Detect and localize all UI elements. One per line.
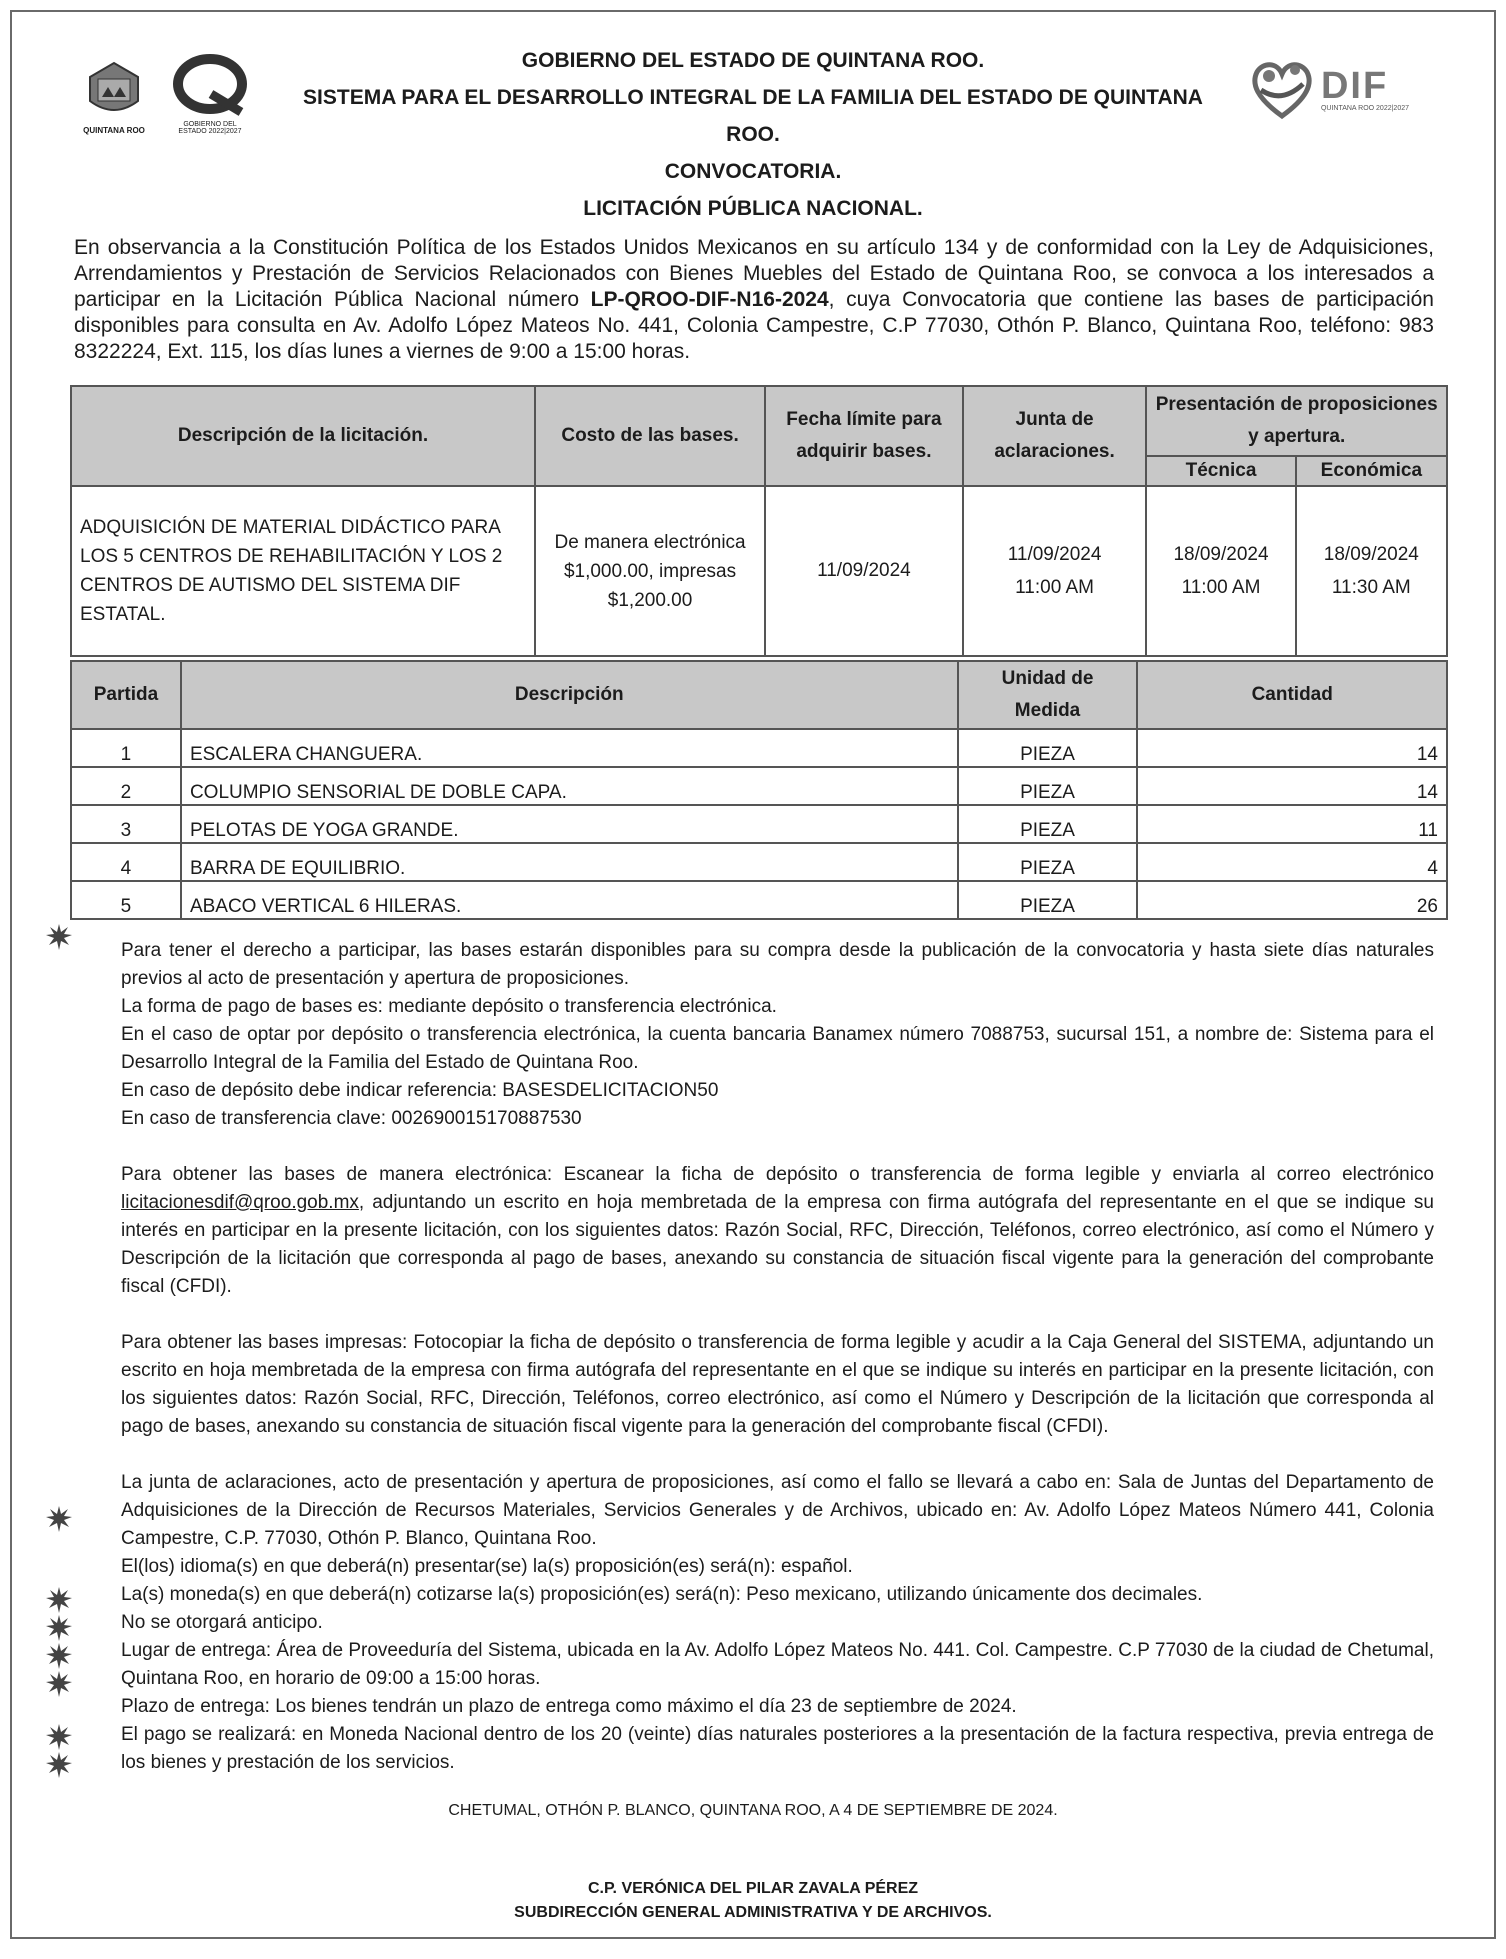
starburst-bullet-icon [46,924,72,950]
header-junta: Junta de aclaraciones. [963,386,1147,486]
signer-name: C.P. VERÓNICA DEL PILAR ZAVALA PÉREZ [587,1880,919,1897]
electronic-bases-paragraph [121,1161,1434,1301]
row-partida: 3 [71,805,181,843]
intro-paragraph [74,235,1434,365]
title-line-1: GOBIERNO DEL ESTADO DE QUINTANA ROO. [521,49,985,72]
tecnica-fecha: 18/09/2024 [1173,544,1269,565]
starburst-bullet-icon [46,1643,72,1669]
header-item-descripcion: Descripción [181,661,958,729]
state-seal-logo [82,57,146,135]
row-descripcion: BARRA DE EQUILIBRIO. [181,843,958,881]
table-row [71,805,1447,843]
row-partida: 5 [71,881,181,919]
row-descripcion: ESCALERA CHANGUERA. [181,729,958,767]
intro-text-2: , cuya Convocatoria que contiene las bases de participación disponibles para consulta en Av. Adolfo López Mateos No. 441, Colonia Campestre, C.P 77030, Othón P. Blanco, Quintana Roo, teléfono: 983 8322224, Ext. 115, los días lunes a viernes de 9:00 a 15:00 horas. [74,288,1434,363]
electronic-bases-text-1: Para obtener las bases de manera electrónica: Escanear la ficha de depósito o transferencia de forma legible y enviarla al correo electrónico [121,1164,1434,1185]
starburst-bullet-icon [46,1724,72,1750]
cell-economica [1296,486,1447,656]
tender-summary-table [70,385,1448,657]
condition-paragraph: La junta de aclaraciones, acto de presentación y apertura de proposiciones, así como el fallo se llevará a cabo en: Sala de Juntas del Departamento de Adquisiciones de la Dirección de Recursos Materiales, Servicios Generales y de Archivos, ubicado en: Av. Adolfo López Mateos Número 441, Colonia Campestre, C.P. 77030, Othón P. Blanco, Quintana Roo. [121,1472,1434,1549]
conditions-section-1 [121,937,1434,1777]
dif-logo [1247,54,1409,124]
email-link[interactable]: licitacionesdif@qroo.gob.mx [121,1192,359,1213]
economica-hora: 11:30 AM [1331,577,1411,598]
row-unidad: PIEZA [958,881,1138,919]
cell-fecha: 11/09/2024 [765,486,963,656]
header-partida: Partida [71,661,181,729]
table-row [71,729,1447,767]
header-logos-left [82,54,250,135]
condition-paragraph: El pago se realizará: en Moneda Nacional dentro de los 20 (veinte) días naturales posteriores a la presentación de la factura respectiva, previa entrega de los bienes y prestación de los servicios. [121,1724,1434,1773]
printed-bases-paragraph: Para obtener las bases impresas: Fotocopiar la ficha de depósito o transferencia de forma legible y acudir a la Caja General del SISTEMA, adjuntando un escrito en hoja membretada de la empresa con firma autógrafa del representante en el que se indique su interés en participar en la presente licitación, con los siguientes datos: Razón Social, RFC, Dirección, Teléfonos, correo electrónico, así como el Número y Descripción de la licitación que corresponda al pago de bases, anexando su constancia de situación fiscal vigente para la generación del comprobante fiscal (CFDI). [121,1332,1434,1437]
row-unidad: PIEZA [958,805,1138,843]
row-descripcion: ABACO VERTICAL 6 HILERAS. [181,881,958,919]
economica-fecha: 18/09/2024 [1323,544,1419,565]
cell-costo: De manera electrónica $1,000.00, impresas $1,200.00 [535,486,765,656]
row-cantidad: 11 [1137,805,1447,843]
starburst-bullet-icon [46,1615,72,1641]
header-economica: Económica [1296,456,1447,486]
condition-paragraph: No se otorgará anticipo. [121,1612,323,1633]
title-line-2: SISTEMA PARA EL DESARROLLO INTEGRAL DE LA FAMILIA DEL ESTADO DE QUINTANA [303,86,1203,109]
document-page [10,10,1496,1939]
junta-hora: 11:00 AM [1015,577,1094,598]
table-row [71,881,1447,919]
header-cantidad: Cantidad [1137,661,1447,729]
row-cantidad: 14 [1137,729,1447,767]
header-presentacion: Presentación de proposiciones y apertura. [1146,386,1447,456]
row-descripcion: COLUMPIO SENSORIAL DE DOBLE CAPA. [181,767,958,805]
condition-paragraph: La forma de pago de bases es: mediante depósito o transferencia electrónica. [121,996,777,1017]
header-fecha: Fecha límite para adquirir bases. [765,386,963,486]
condition-paragraph: Para tener el derecho a participar, las bases estarán disponibles para su compra desde la publicación de la convocatoria y hasta siete días naturales previos al acto de presentación y apertura de proposiciones. [121,940,1434,989]
document-title [272,42,1234,227]
starburst-bullet-icon [46,1506,72,1532]
row-partida: 1 [71,729,181,767]
cell-tecnica [1146,486,1295,656]
title-line-5: LICITACIÓN PÚBLICA NACIONAL. [583,197,923,220]
cell-descripcion: ADQUISICIÓN DE MATERIAL DIDÁCTICO PARA LOS 5 CENTROS DE REHABILITACIÓN Y LOS 2 CENTROS DE AUTISMO DEL SISTEMA DIF ESTATAL. [71,486,535,656]
place-date: CHETUMAL, OTHÓN P. BLANCO, QUINTANA ROO, A 4 DE SEPTIEMBRE DE 2024. [448,1802,1058,1819]
starburst-bullet-icon [46,1752,72,1778]
government-q-label: GOBIERNO DEL ESTADO 2022|2027 [178,121,242,135]
condition-paragraph: En caso de depósito debe indicar referencia: BASESDELICITACION50 [121,1080,719,1101]
intro-text-1: En observancia a la Constitución Política de los Estados Unidos Mexicanos en su artículo 134 y de conformidad con la Ley de Adquisiciones, Arrendamientos y Prestación de Servicios Relacionados con Bienes Muebles del Estado de Quintana Roo, se convoca a los interesados a participar en la Licitación Pública Nacional número [74,236,1434,311]
state-shield-icon [82,57,146,121]
title-line-4: CONVOCATORIA. [664,160,842,183]
row-cantidad: 26 [1137,881,1447,919]
tender-number: LP-QROO-DIF-N16-2024 [590,288,829,311]
condition-paragraph: Lugar de entrega: Área de Proveeduría del Sistema, ubicada en la Av. Adolfo López Mateos No. 441. Col. Campestre. C.P 77030 de la ciudad de Chetumal, Quintana Roo, en horario de 09:00 a 15:00 horas. [121,1640,1434,1689]
row-partida: 2 [71,767,181,805]
government-q-logo [170,54,250,135]
starburst-bullet-icon [46,1587,72,1613]
condition-paragraph: El(los) idioma(s) en que deberá(n) presentar(se) la(s) proposición(es) será(n): español. [121,1556,853,1577]
row-cantidad: 14 [1137,767,1447,805]
title-line-3: ROO. [726,123,780,146]
row-unidad: PIEZA [958,767,1138,805]
row-cantidad: 4 [1137,843,1447,881]
items-table [70,660,1448,920]
tecnica-hora: 11:00 AM [1181,577,1261,598]
electronic-bases-text-2: , adjuntando un escrito en hoja membretada de la empresa con firma autógrafa del representante en el que se indique su interés en participar en la presente licitación, con los siguientes datos: Razón Social, RFC, Dirección, Teléfonos, correo electrónico, así como el Número y Descripción de la licitación que corresponda al pago de bases, anexando su constancia de situación fiscal vigente para la generación del comprobante fiscal (CFDI). [121,1192,1434,1297]
header-descripcion: Descripción de la licitación. [71,386,535,486]
header-unidad: Unidad de Medida [958,661,1138,729]
junta-fecha: 11/09/2024 [1007,544,1102,565]
q-logo-icon [171,54,249,116]
state-seal-label: QUINTANA ROO [83,126,145,135]
condition-paragraph: En caso de transferencia clave: 002690015170887530 [121,1108,582,1129]
row-partida: 4 [71,843,181,881]
table-row [71,767,1447,805]
dif-logo-text: DIF [1320,64,1389,107]
row-unidad: PIEZA [958,729,1138,767]
condition-paragraph: Plazo de entrega: Los bienes tendrán un plazo de entrega como máximo el día 23 de septiembre de 2024. [121,1696,1017,1717]
row-descripcion: PELOTAS DE YOGA GRANDE. [181,805,958,843]
table-row [71,843,1447,881]
cell-junta [963,486,1147,656]
condition-paragraph: En el caso de optar por depósito o transferencia electrónica, la cuenta bancaria Banamex número 7088753, sucursal 151, a nombre de: Sistema para el Desarrollo Integral de la Familia del Estado de Quintana Roo. [121,1024,1434,1073]
dif-logo-sub: QUINTANA ROO 2022|2027 [1320,104,1409,112]
signer-office: SUBDIRECCIÓN GENERAL ADMINISTRATIVA Y DE ARCHIVOS. [514,1904,992,1921]
header-costo: Costo de las bases. [535,386,765,486]
condition-paragraph: La(s) moneda(s) en que deberá(n) cotizarse la(s) proposición(es) será(n): Peso mexicano, utilizando únicamente dos decimales. [121,1584,1203,1605]
starburst-bullet-icon [46,1671,72,1697]
row-unidad: PIEZA [958,843,1138,881]
header-tecnica: Técnica [1146,456,1295,486]
dif-heart-icon [1247,54,1317,124]
